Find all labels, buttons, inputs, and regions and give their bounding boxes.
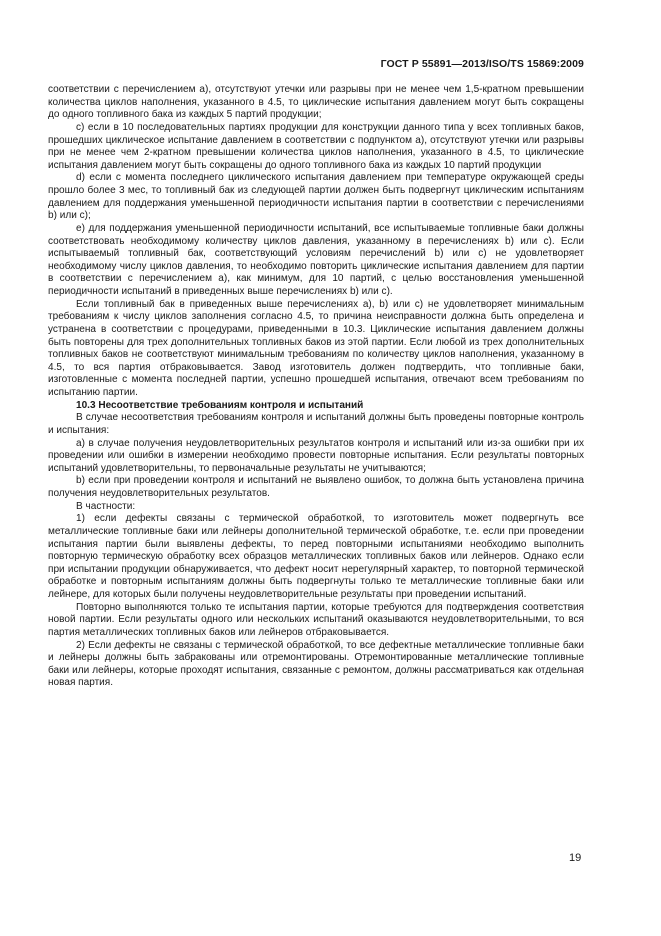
list-item-a: a) в случае получения неудовлетворительных результатов контроля и испытаний или из-за ошибки при их проведении или ошибки в измерении необходимо провести повторные испытания. Если результаты повторных испытаний удовлетворительны, то первоначальные результаты не учитываются; bbox=[48, 437, 584, 474]
document-body bbox=[48, 84, 584, 690]
page-number: 19 bbox=[569, 852, 582, 864]
list-item-c: c) если в 10 последовательных партиях продукции для конструкции данного типа у всех топливных баков, прошедших циклическое испытание давлением в соответствии с подпунктом a), отсутствуют утечки или разрывы при не менее чем 2-кратном превышении количества циклов наполнения, указанного в 4.5, то циклические испытания давлением могут быть сокращены до одного топливного бака из каждых 10 партий продукции bbox=[48, 121, 584, 171]
paragraph-continuation: соответствии с перечислением a), отсутствуют утечки или разрывы при не менее чем 1,5-кратном превышении количества циклов наполнения, указанного в 4.5, то циклические испытания давлением могут быть сокращены до одного топливного бака из каждых 5 партий продукции; bbox=[48, 84, 584, 121]
paragraph: В частности: bbox=[76, 500, 136, 512]
section-heading: 10.3 Несоответствие требованиям контроля и испытаний bbox=[76, 399, 364, 411]
paragraph: В случае несоответствия требованиям контроля и испытаний должны быть проведены повторные контроль и испытания: bbox=[48, 412, 584, 436]
list-item-d: d) если с момента последнего циклического испытания давлением при температуре окружающей среды прошло более 3 мес, то топливный бак из следующей партии должен быть подвергнут циклическим испытаниям давлением для поддержания уменьшенной периодичности испытания партии в соответствии с перечислениями b) или c); bbox=[48, 172, 584, 222]
document-header: ГОСТ Р 55891—2013/ISO/TS 15869:2009 bbox=[380, 58, 584, 70]
list-item-2: 2) Если дефекты не связаны с термической обработкой, то все дефектные металлические топливные баки и лейнеры должны быть забракованы или отремонтированы. Отремонтированные металлические топливные баки или лейнеры, которые проходят испытания, связанные с ремонтом, должны рассматриваться как отдельная новая партия. bbox=[48, 639, 584, 689]
list-item-1: 1) если дефекты связаны с термической обработкой, то изготовитель может подвергнуть все металлические топливные баки или лейнеры дополнительной термической обработке, т.е. если при проведении испытания партии были выявлены дефекты, то перед повторными испытаниями необходимо выполнить повторную термическую обработку всех образцов металлических топливных баков или лейнеров. Однако если при испытании продукции обнаруживается, что дефект носит нерегулярный характер, то повторной термической обработке и повторным испытаниям должны быть подвергнуты только те металлические топливные баки или лейнере, для которых были получены неудовлетворительные результаты при проведении испытаний. bbox=[48, 513, 584, 600]
paragraph: Повторно выполняются только те испытания партии, которые требуются для подтверждения соответствия новой партии. Если результаты одного или нескольких испытаний оказываются неудовлетворительными, то вся партия металлических топливных баков или лейнеров отбраковывается. bbox=[48, 601, 584, 638]
paragraph: Если топливный бак в приведенных выше перечислениях a), b) или c) не удовлетворяет минимальным требованиям к числу циклов заполнения согласно 4.5, то причина неисправности должна быть определена и устранена в соответствии с процедурами, приведенными в 10.3. Циклические испытания давлением должны быть повторены для трех дополнительных топливных баков из этой партии. Если любой из трех дополнительных топливных баков не соответствуют минимальным требованиям по количеству циклов наполнения, указанному в 4.5, то вся партия отбраковывается. Завод изготовитель должен подтвердить, что топливные баки, изготовленные с момента последней партии, успешно прошедшей испытания, отвечают всем требованиям по испытанию партии. bbox=[48, 298, 584, 398]
list-item-e: e) для поддержания уменьшенной периодичности испытаний, все испытываемые топливные баки должны соответствовать необходимому количеству циклов давления, указанному в перечислениях b) или c). Если испытываемый топливный бак, соответствующий условиям перечислений b) или c) не удовлетворяет необходимому числу циклов давления, то необходимо повторить циклические испытания давлением для партии в соответствии с перечислением a), как минимум, для 10 партий, с целью восстановления уменьшенной периодичности испытаний в приведенных выше перечислениях b) или c). bbox=[48, 222, 584, 297]
list-item-b: b) если при проведении контроля и испытаний не выявлено ошибок, то должна быть установлена причина получения неудовлетворительных результатов. bbox=[48, 475, 584, 499]
